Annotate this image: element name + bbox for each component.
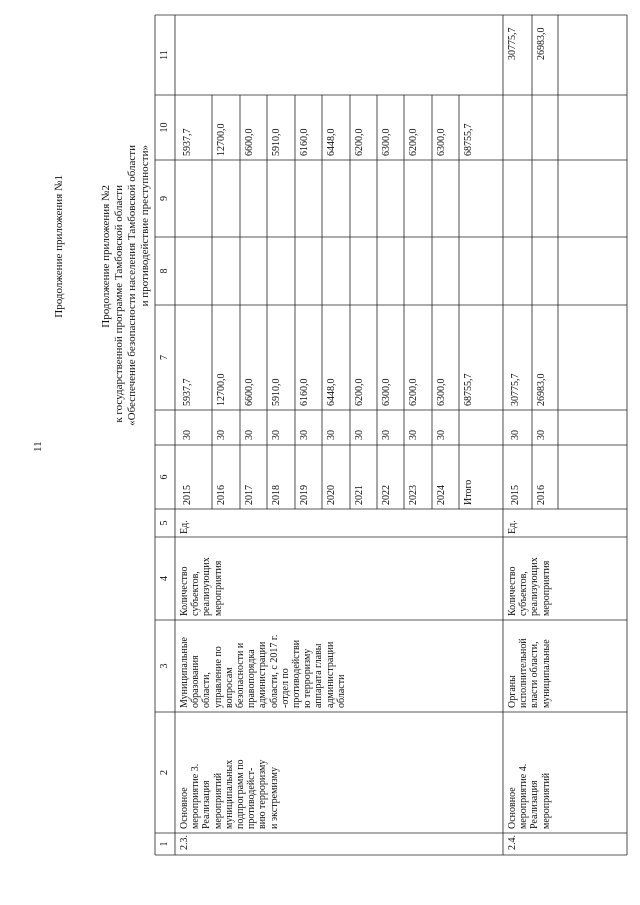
col8-cell: 6300,0 — [381, 378, 392, 406]
appendix-line-1: Продолжение приложения №2 — [100, 185, 112, 328]
year-cell: 2016 — [536, 485, 547, 505]
col7-cell: 30 — [326, 430, 337, 440]
year-cell: 2020 — [326, 485, 337, 505]
col11-cell: 6600,0 — [244, 128, 255, 156]
col11-cell: 5937,7 — [182, 128, 193, 156]
col8-cell: 6200,0 — [354, 378, 365, 406]
row-number-2-4: 2.4. — [507, 835, 518, 850]
row-name-2-3: Основное мероприятие 3. Реализация мероприятий муниципальных подпрограмм по противодейст- вию терроризму и экстремизму — [179, 759, 280, 829]
col8-cell: 5937,7 — [182, 378, 193, 406]
col7-cell: 30 — [271, 430, 282, 440]
col7-cell: 30 — [408, 430, 419, 440]
year-cell: 2015 — [182, 485, 193, 505]
col12-cell: 26983,0 — [536, 27, 547, 60]
row-number-2-3: 2.3. — [179, 835, 190, 850]
col7-cell: 30 — [182, 430, 193, 440]
col7-cell: 30 — [216, 430, 227, 440]
col8-cell: 6448,0 — [326, 378, 337, 406]
col11-cell: 6160,0 — [299, 128, 310, 156]
year-cell: 2015 — [510, 485, 521, 505]
col-header-12: 11 — [159, 50, 170, 60]
row-executor-2-4: Органы исполнительной власти области, муниципальные — [507, 638, 552, 708]
col8-cell: 30775,7 — [510, 373, 521, 406]
col7-cell: 30 — [536, 430, 547, 440]
col8-cell: 6160,0 — [299, 378, 310, 406]
continuation-title: Продолжение приложения №1 — [53, 175, 65, 318]
col-header-9: 8 — [159, 268, 170, 274]
col-header-8: 7 — [159, 355, 170, 360]
col-header-4: 4 — [159, 576, 170, 581]
col-header-10: 9 — [159, 196, 170, 201]
col8-cell: 6300,0 — [436, 378, 447, 406]
year-cell: 2024 — [436, 485, 447, 505]
col-header-6: 6 — [159, 474, 170, 480]
col7-cell: 30 — [510, 430, 521, 440]
col7-cell: 30 — [436, 430, 447, 440]
col11-cell: 5910,0 — [271, 128, 282, 156]
col8-total: 68755,7 — [463, 373, 474, 406]
col11-total: 68755,7 — [463, 123, 474, 156]
row-unit-2-4: Ед. — [507, 520, 518, 534]
col-header-11: 10 — [159, 122, 170, 133]
row-name-2-4: Основное мероприятие 4. Реализация мероприятий — [507, 763, 552, 829]
col-header-2: 2 — [159, 770, 170, 775]
col11-cell: 6200,0 — [408, 128, 419, 156]
col11-cell: 12700,0 — [216, 123, 227, 156]
col8-cell: 26983,0 — [536, 373, 547, 406]
col-header-3: 3 — [159, 663, 170, 669]
year-cell: 2019 — [299, 485, 310, 505]
row-unit-2-3: Ед. — [179, 520, 190, 534]
col8-cell: 12700,0 — [216, 373, 227, 406]
col8-cell: 6600,0 — [244, 378, 255, 406]
appendix-line-2: к государственной программе Тамбовской области — [113, 185, 125, 423]
col-header-1: 1 — [159, 841, 170, 847]
col11-cell: 6300,0 — [381, 128, 392, 156]
col11-cell: 6448,0 — [326, 128, 337, 156]
year-cell: 2023 — [408, 485, 419, 505]
row-executor-2-3: Муниципальные образования области, управление по вопросам безопасности и правопорядка администрации области, с 2017 г. -отдел по противодействи ю терроризму аппарата главы администрации области — [179, 634, 347, 708]
year-cell: 2021 — [354, 485, 365, 505]
year-cell: 2022 — [381, 485, 392, 505]
row-indicator-2-3: Количество субъектов, реализующих мероприятия — [179, 557, 224, 616]
col8-cell: 6200,0 — [408, 378, 419, 406]
col-header-5: 5 — [159, 520, 170, 526]
col7-cell: 30 — [381, 430, 392, 440]
row-indicator-2-4: Количество субъектов, реализующих мероприятия — [507, 557, 552, 616]
col8-cell: 5910,0 — [271, 378, 282, 406]
appendix-line-4: и противодействие преступности» — [139, 145, 151, 307]
year-cell: 2017 — [244, 485, 255, 505]
col7-cell: 30 — [354, 430, 365, 440]
total-label: Итого — [463, 479, 474, 505]
col11-cell: 6200,0 — [354, 128, 365, 156]
year-cell: 2016 — [216, 485, 227, 505]
year-cell: 2018 — [271, 485, 282, 505]
col11-cell: 6300,0 — [436, 128, 447, 156]
col7-cell: 30 — [244, 430, 255, 440]
col12-cell: 30775,7 — [507, 27, 518, 60]
page-number: 11 — [32, 441, 44, 452]
col7-cell: 30 — [299, 430, 310, 440]
appendix-line-3: «Обеспечение безопасности населения Тамбовской области — [126, 145, 138, 426]
